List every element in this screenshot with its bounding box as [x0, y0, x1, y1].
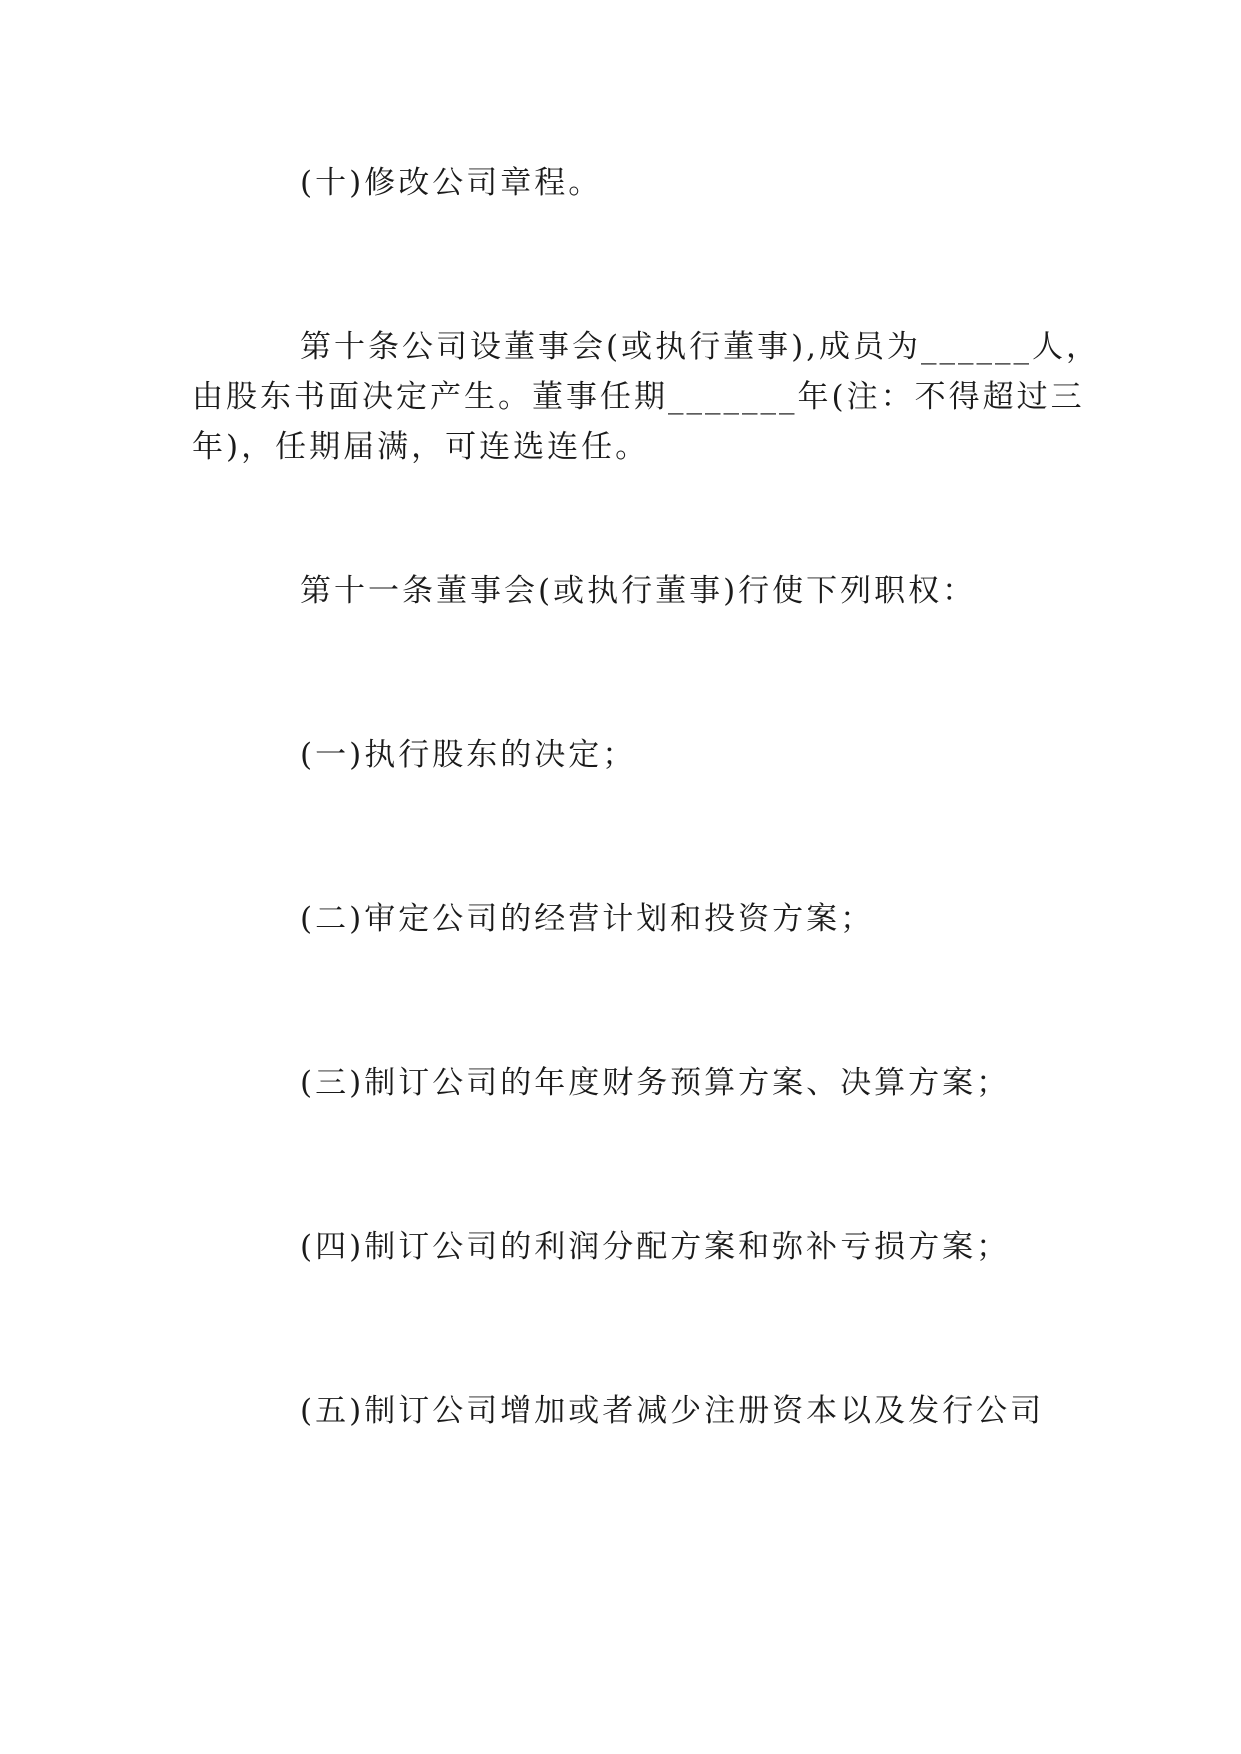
paragraph-item-2	[192, 894, 1052, 944]
paragraph-line: (四)制订公司的利润分配方案和弥补亏损方案；	[300, 1229, 1011, 1265]
paragraph-item-1	[192, 730, 1052, 780]
paragraph-line: 年)，任期届满，可连选连任。	[192, 429, 650, 465]
paragraph-item-3	[192, 1058, 1052, 1108]
paragraph-line: (三)制订公司的年度财务预算方案、决算方案；	[300, 1065, 1011, 1101]
paragraph-article-11	[192, 566, 1052, 616]
paragraph-line: (二)审定公司的经营计划和投资方案；	[300, 901, 875, 937]
paragraph-item-5	[192, 1386, 1052, 1436]
paragraph-line: 第十一条董事会(或执行董事)行使下列职权：	[300, 573, 977, 609]
paragraph-item-4	[192, 1222, 1052, 1272]
paragraph-line: (一)执行股东的决定；	[300, 737, 637, 773]
paragraph-line: (五)制订公司增加或者减少注册资本以及发行公司	[300, 1393, 1045, 1429]
paragraph-line: 第十条公司设董事会(或执行董事),成员为______人，	[300, 329, 1101, 365]
paragraph-article-10	[192, 322, 1101, 472]
paragraph-line: (十)修改公司章程。	[300, 165, 603, 201]
paragraph-line: 由股东书面决定产生。董事任期_______年(注：不得超过三	[192, 379, 1085, 415]
paragraph-item-10	[192, 158, 1052, 208]
